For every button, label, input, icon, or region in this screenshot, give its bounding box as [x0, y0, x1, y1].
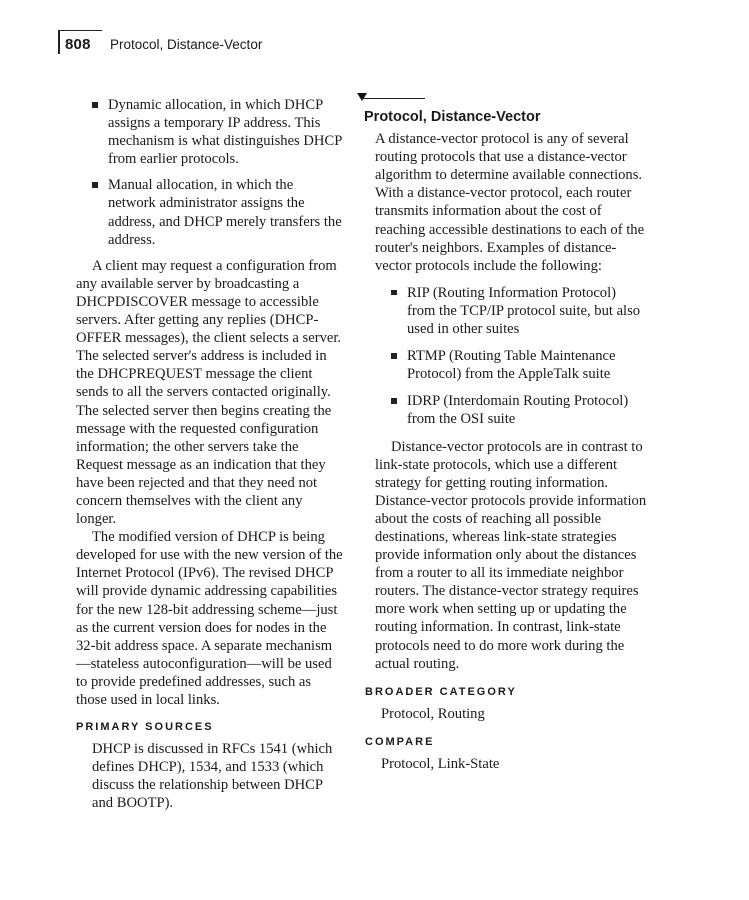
header-rule-vertical [58, 30, 60, 54]
list-item: Dynamic allocation, in which DHCP assigns a temporary IP address. This mechanism is what distinguishes DHCP from earlier protocols. [76, 96, 344, 168]
protocol-list [375, 284, 647, 429]
entry-marker [365, 96, 647, 108]
list-item: IDRP (Interdomain Routing Protocol) from the OSI suite [375, 392, 647, 428]
entry-intro: A distance-vector protocol is any of several routing protocols that use a distance-vector algorithm to determine available connections. With a distance-vector protocol, each router transmits information about the cost of reaching accessible destinations to each of the router's neighbors. Examples of distance-vector protocols include the following: [375, 131, 645, 274]
triangle-marker-icon [357, 93, 367, 101]
broader-category-heading: BROADER CATEGORY [365, 685, 517, 698]
compare-heading: COMPARE [365, 735, 435, 748]
list-item: RTMP (Routing Table Maintenance Protocol) from the AppleTalk suite [375, 347, 647, 383]
list-item: RIP (Routing Information Protocol) from the TCP/IP protocol suite, but also used in other suites [375, 284, 647, 338]
page-number: 808 [65, 36, 91, 53]
primary-sources-text: DHCP is discussed in RFCs 1541 (which defines DHCP), 1534, and 1533 (which discuss the relationship between DHCP and BOOTP). [92, 741, 333, 812]
running-title: Protocol, Distance-Vector [110, 37, 263, 52]
body-paragraph: Distance-vector protocols are in contrast to link-state protocols, which use a different strategy for getting routing information. Distance-vector protocols provide information about the costs of reaching all possible destinations, whereas link-state strategies provide information only about the distances from a router to all its immediate neighbor routers. The distance-vector strategy requires more work when setting up or updating the routing information. In contrast, link-state protocols need to do more work during the actual routing. [375, 438, 647, 672]
left-column [76, 96, 344, 813]
broader-category-text: Protocol, Routing [381, 705, 485, 722]
list-item: Manual allocation, in which the network administrator assigns the address, and DHCP merely transfers the address. [76, 176, 344, 248]
body-paragraph: The modified version of DHCP is being developed for use with the new version of the Internet Protocol (IPv6). The revised DHCP will provide dynamic addressing capabilities for the new 128-bit addressing scheme—just as the current version does for nodes in the 32-bit address space. A separate mechanism—stateless autoconfiguration—will be used to provide predefined addresses, such as those used in local links. [76, 529, 343, 708]
body-paragraph: A client may request a configuration from any available server by broadcasting a DHCPDISCOVER message to accessible servers. After getting any replies (DHCP-OFFER messages), the client selects a server. The selected server's address is included in the DHCPREQUEST message the client sends to all the servers contacted originally. The selected server then begins creating the message with the requested configuration information; the other servers take the Request message as an indication that they have been rejected and that they need not concern themselves with the client any longer. [76, 257, 342, 528]
entry-title: Protocol, Distance-Vector [364, 109, 541, 125]
right-column [365, 96, 647, 773]
primary-sources-heading: PRIMARY SOURCES [76, 721, 214, 734]
entry-body [365, 130, 647, 773]
compare-text: Protocol, Link-State [381, 756, 500, 772]
entry-rule [361, 98, 425, 99]
header-rule-horizontal [58, 30, 102, 31]
allocation-list [76, 96, 344, 249]
